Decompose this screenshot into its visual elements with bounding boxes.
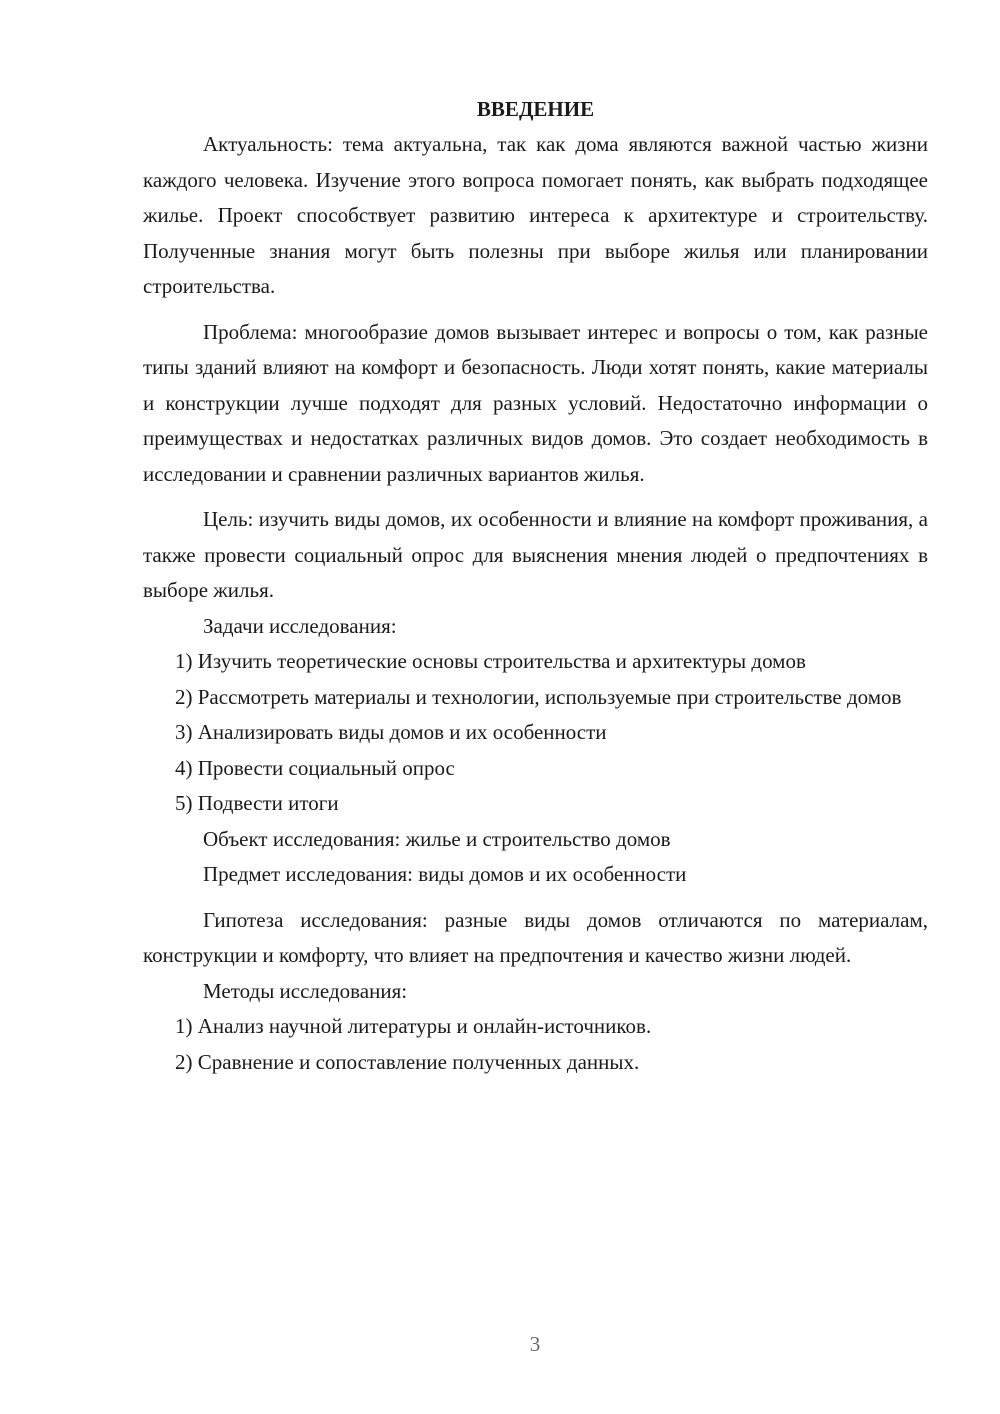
relevance-paragraph: Актуальность: тема актуальна, так как дома являются важной частью жизни каждого человека. Изучение этого вопроса помогает понять, как выбрать подходящее жилье. Проект способствует развитию интереса к архитектуре и строительству. Полученные знания могут быть полезны при выборе жилья или планировании строительства. bbox=[143, 132, 928, 298]
page-number: 3 bbox=[529, 1332, 541, 1356]
task-item: 3) Анализировать виды домов и их особенности bbox=[175, 720, 607, 744]
problem-paragraph: Проблема: многообразие домов вызывает интерес и вопросы о том, как разные типы зданий влияют на комфорт и безопасность. Люди хотят понять, какие материалы и конструкции лучше подходят для разных условий. Недостаточно информации о преимуществах и недостатках различных видов домов. Это создает необходимость в исследовании и сравнении различных вариантов жилья. bbox=[143, 319, 928, 486]
task-item: 2) Рассмотреть материалы и технологии, используемые при строительстве домов bbox=[175, 684, 902, 709]
hypothesis-paragraph: Гипотеза исследования: разные виды домов отличаются по материалам, конструкции и комфорту, что влияет на предпочтения и качество жизни людей. bbox=[143, 907, 928, 967]
object-paragraph: Объект исследования: жилье и строительство домов bbox=[203, 826, 671, 851]
subject-paragraph: Предмет исследования: виды домов и их особенности bbox=[203, 862, 687, 886]
tasks-heading: Задачи исследования: bbox=[203, 613, 397, 638]
task-item: 5) Подвести итоги bbox=[175, 791, 339, 815]
task-item: 1) Изучить теоретические основы строительства и архитектуры домов bbox=[175, 649, 806, 673]
goal-paragraph: Цель: изучить виды домов, их особенности и влияние на комфорт проживания, а также провести социальный опрос для выяснения мнения людей о предпочтениях в выборе жилья. bbox=[143, 507, 928, 602]
methods-heading: Методы исследования: bbox=[203, 978, 408, 1003]
document-page bbox=[143, 92, 928, 1080]
task-item: 4) Провести социальный опрос bbox=[175, 755, 455, 780]
page-title: ВВЕДЕНИЕ bbox=[476, 97, 595, 121]
method-item: 1) Анализ научной литературы и онлайн-источников. bbox=[175, 1014, 652, 1038]
method-item: 2) Сравнение и сопоставление полученных данных. bbox=[175, 1049, 640, 1074]
